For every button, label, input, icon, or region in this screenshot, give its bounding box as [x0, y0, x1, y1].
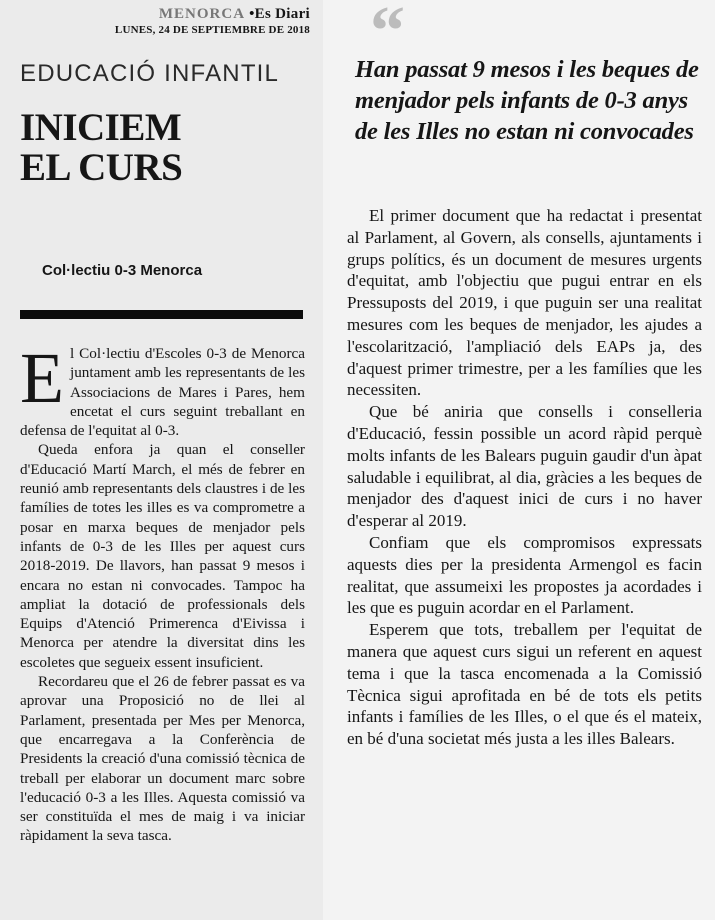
paragraph-1 [20, 338, 305, 440]
paragraph-5: Que bé aniria que consells i conselleria d'Educació, fessin possible un acord ràpid perquè molts infants de les Balears puguin gaudir d'un àpat saludable i equilibrat, al dia, gràcies a les beques de menjador des d'aquest inici de curs i no haver d'esperar al 2019. [347, 402, 702, 531]
paragraph-4: El primer document que ha redactat i presentat al Parlament, al Govern, als consells, ajuntaments i grups polítics, és un document de mesures urgents d'equitat, amb l'objectiu que pugui entrar en els Pressuposts del 2019, i que puguin ser una realitat mesures com les beques de menjador, les ajudes a l'escolarització, l'ampliació dels EAPs ja, des d'aquest primer trimestre, per a les famílies que les necessiten. [347, 206, 702, 400]
pull-quote: Han passat 9 mesos i les beques de menjador pels infants de 0-3 anys de les Illes no estan ni convocades [355, 56, 699, 145]
paragraph-2: Queda enfora ja quan el conseller d'Educació Martí March, el més de febrer en reunió amb representants dels claustres i de les famílies de totes les illes es va comprometre a posar en marxa beques de menjador pels infants de 0-3 de les Illes per aquest curs 2018-2019. De llavors, han passat 9 mesos i encara no estan ni convocades. Tampoc ha ampliat la dotació de professionals dels Equips d'Atenció Primerenca d'Eivissa i Menorca per atendre la diversitat dins les escoletes que segueix essent insuficient. [20, 441, 305, 671]
section-label: EDUCACIÓ INFANTIL [20, 60, 280, 87]
masthead [10, 6, 310, 36]
paragraph-3: Recordareu que el 26 de febrer passat es va aprovar una Proposició no de llei al Parlament, presentada per Mes per Menorca, que encarregava a la Conferència de Presidents la creació d'una comissió tècnica de treball per elaborar un document marc sobre l'educació 0-3 a les Illes. Aquesta comissió va ser constituïda el mes de maig i va iniciar ràpidament la seva tasca. [20, 673, 305, 845]
left-column-text [20, 338, 305, 846]
newspaper-name-part1: MENORCA [158, 6, 246, 22]
section-divider-rule [20, 310, 303, 319]
headline: INICIEM EL CURS [20, 106, 183, 189]
paragraph-6: Confiam que els compromisos expressats aquests dies per la presidenta Armengol es facin realitat, que assumeixi les propostes ja acordades i les que es puguin acordar en el Parlament. [347, 532, 702, 618]
paragraph-7: Esperem que tots, treballem per l'equitat de manera que aquest curs sigui un referent en aquest tema i que la tasca encomenada a la Comissió Tècnica sigui aprofitada en bé de tots els petits infants i famílies de les Illes, o el que és el mateix, en bé d'una societat més justa a les illes Balears. [347, 620, 702, 749]
paragraph-1-text: l Col·lectiu d'Escoles 0-3 de Menorca juntament amb les representants de les Associacions de Mares i Pares, hem encetat el curs seguint treballant en defensa de l'equitat al 0-3. [20, 345, 305, 440]
newspaper-name [10, 6, 310, 23]
bullet-separator: • [249, 6, 255, 22]
quote-mark-icon: “ [370, 0, 405, 70]
right-column-text [347, 205, 702, 750]
newspaper-name-part2: Es Diari [254, 6, 310, 22]
dropcap: E [20, 338, 64, 418]
byline: Col·lectiu 0-3 Menorca [42, 262, 203, 279]
publication-date: LUNES, 24 DE SEPTIEMBRE DE 2018 [114, 24, 310, 36]
